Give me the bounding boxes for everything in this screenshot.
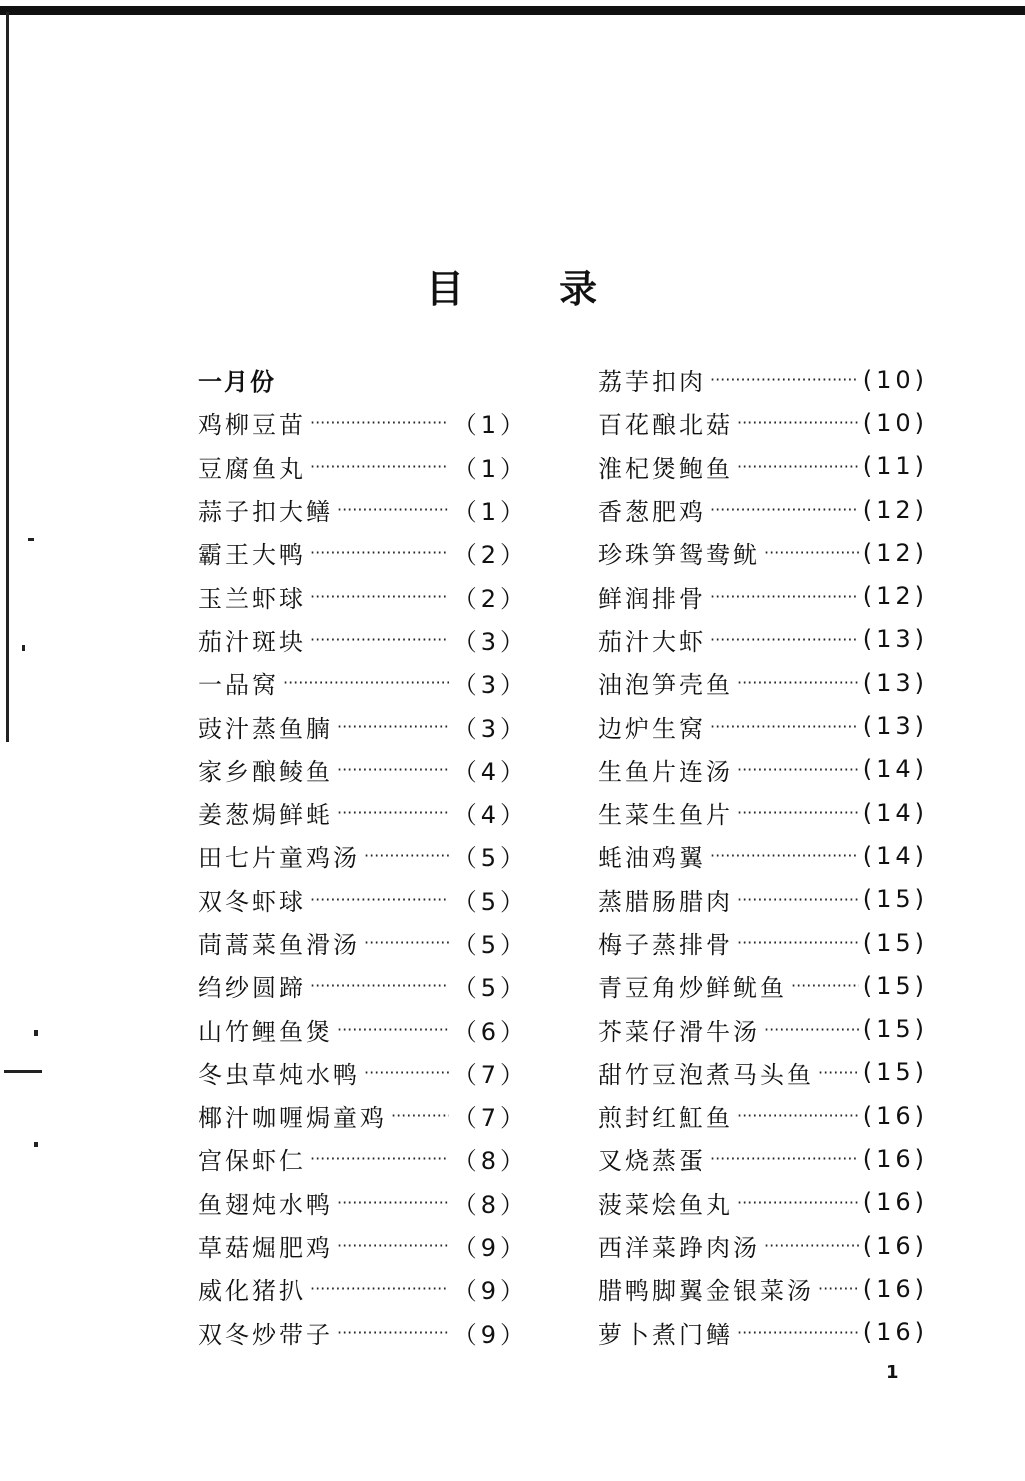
toc-entry-title: 家乡酿鲮鱼 — [198, 757, 333, 786]
dot-leader — [310, 413, 449, 432]
toc-entry — [598, 921, 928, 964]
dot-leader — [310, 1149, 449, 1168]
scan-speck — [28, 538, 34, 541]
toc-entry-title: 蚝油鸡翼 — [598, 844, 706, 873]
toc-entry — [198, 1094, 528, 1137]
toc-entry — [198, 1224, 528, 1267]
toc-entry-page: （1） — [452, 498, 528, 527]
toc-entry-page: （2） — [452, 584, 528, 613]
dot-leader — [737, 760, 859, 779]
toc-entry-page: （9） — [452, 1277, 528, 1306]
toc-entry-title: 一品窝 — [198, 671, 279, 700]
toc-entry — [198, 488, 528, 531]
dot-leader — [337, 1193, 449, 1212]
toc-entry-page: (13) — [862, 668, 928, 697]
toc-entry — [598, 1181, 928, 1224]
toc-entry — [598, 1051, 928, 1094]
toc-entry — [598, 358, 928, 401]
toc-entry-title: 鱼翅炖水鸭 — [198, 1190, 333, 1219]
page-title — [0, 258, 1025, 313]
toc-entry-title: 淮杞煲鲍鱼 — [598, 454, 733, 483]
toc-entry — [598, 661, 928, 704]
toc-entry-title: 双冬虾球 — [198, 887, 306, 916]
toc-entry-title: 山竹鲤鱼煲 — [198, 1017, 333, 1046]
toc-entry-title: 珍珠笋鸳鸯鱿 — [598, 541, 760, 570]
toc-entry — [198, 445, 528, 488]
toc-entry-page: （5） — [452, 887, 528, 916]
toc-entry-page: （8） — [452, 1147, 528, 1176]
toc-entry-title: 荔芋扣肉 — [598, 368, 706, 397]
left-border-rule — [6, 12, 9, 742]
toc-entry-page: (10) — [862, 365, 928, 394]
dot-leader — [364, 933, 449, 952]
dot-leader — [364, 1063, 449, 1082]
dot-leader — [310, 976, 449, 995]
toc-entry-title: 鲜润排骨 — [598, 584, 706, 613]
dot-leader — [737, 1106, 859, 1125]
dot-leader — [310, 1279, 449, 1298]
toc-entry-title: 鸡柳豆苗 — [198, 411, 306, 440]
toc-entry — [198, 401, 528, 444]
toc-entry — [198, 791, 528, 834]
toc-entry-page: (10) — [862, 408, 928, 437]
toc-entry-title: 蒜子扣大鳝 — [198, 498, 333, 527]
dot-leader — [710, 587, 859, 606]
toc-entry-title: 西洋菜踭肉汤 — [598, 1234, 760, 1263]
scan-speck — [34, 1142, 38, 1147]
toc-entry-page: （9） — [452, 1234, 528, 1263]
toc-entry — [198, 1181, 528, 1224]
toc-entry-title: 茄汁大虾 — [598, 627, 706, 656]
toc-entry-title: 蒸腊肠腊肉 — [598, 887, 733, 916]
toc-entry — [198, 1311, 528, 1354]
toc-entry-page: （5） — [452, 974, 528, 1003]
toc-entry-title: 田七片童鸡汤 — [198, 844, 360, 873]
toc-entry — [598, 878, 928, 921]
toc-entry — [198, 964, 528, 1007]
toc-entry-title: 叉烧蒸蛋 — [598, 1147, 706, 1176]
toc-entry-page: (12) — [862, 495, 928, 524]
toc-entry-title: 豉汁蒸鱼腩 — [198, 714, 333, 743]
dot-leader — [737, 457, 859, 476]
toc-entry-page: (14) — [862, 841, 928, 870]
toc-entry-page: (16) — [862, 1188, 928, 1217]
toc-entry — [598, 748, 928, 791]
toc-entry-title: 威化猪扒 — [198, 1277, 306, 1306]
toc-entry-page: （7） — [452, 1104, 528, 1133]
toc-entry-title: 油泡笋壳鱼 — [598, 671, 733, 700]
dot-leader — [818, 1279, 859, 1298]
dot-leader — [337, 760, 449, 779]
toc-entry-page: (14) — [862, 755, 928, 784]
toc-entry-page: （7） — [452, 1060, 528, 1089]
toc-entry-page: (15) — [862, 928, 928, 957]
toc-entry-title: 茄汁斑块 — [198, 627, 306, 656]
toc-entry-title: 生鱼片连汤 — [598, 757, 733, 786]
scan-speck — [34, 1030, 38, 1036]
dot-leader — [310, 630, 449, 649]
toc-entry-title: 梅子蒸排骨 — [598, 931, 733, 959]
toc-entry-page: (16) — [862, 1274, 928, 1303]
toc-entry — [198, 531, 528, 574]
dot-leader — [337, 1236, 449, 1255]
dot-leader — [337, 500, 449, 519]
toc-entry — [198, 704, 528, 747]
toc-entry-page: （9） — [452, 1320, 528, 1349]
dot-leader — [737, 803, 859, 822]
toc-entry-title: 腊鸭脚翼金银菜汤 — [598, 1277, 814, 1306]
dot-leader — [737, 890, 859, 909]
dot-leader — [791, 976, 859, 995]
page-number: 1 — [886, 1362, 899, 1383]
toc-entry-page: (16) — [862, 1231, 928, 1260]
toc-entry — [598, 791, 928, 834]
toc-entry — [598, 964, 928, 1007]
toc-entry — [598, 445, 928, 488]
toc-entry-page: （8） — [452, 1190, 528, 1219]
dot-leader — [337, 803, 449, 822]
dot-leader — [818, 1063, 859, 1082]
dot-leader — [764, 1236, 859, 1255]
toc-entry-page: (13) — [862, 625, 928, 654]
toc-entry — [598, 1311, 928, 1354]
toc-entry-title: 玉兰虾球 — [198, 584, 306, 613]
toc-entry-title: 菠菜烩鱼丸 — [598, 1190, 733, 1219]
toc-entry-page: (12) — [862, 538, 928, 567]
toc-entry-page: (15) — [862, 1058, 928, 1087]
toc-entry-title: 双冬炒带子 — [198, 1320, 333, 1349]
toc-entry-title: 百花酿北菇 — [598, 411, 733, 440]
dot-leader — [737, 413, 859, 432]
dot-leader — [710, 500, 859, 519]
toc-entry-page: （2） — [452, 541, 528, 570]
toc-entry — [198, 1007, 528, 1050]
dot-leader — [310, 890, 449, 909]
section-header: 一月份 — [198, 368, 276, 397]
toc-entry-page: （6） — [452, 1017, 528, 1046]
toc-entry-title: 椰汁咖喱焗童鸡 — [198, 1104, 387, 1133]
toc-entry-page: （5） — [452, 931, 528, 959]
toc-entry — [198, 834, 528, 877]
toc-entry-title: 冬虫草炖水鸭 — [198, 1060, 360, 1089]
toc-entry — [598, 1094, 928, 1137]
dot-leader — [337, 717, 449, 736]
dot-leader — [737, 1323, 859, 1342]
toc-entry — [598, 531, 928, 574]
title-char-2: 录 — [559, 267, 600, 311]
toc-entry — [598, 574, 928, 617]
toc-entry-page: （4） — [452, 757, 528, 786]
toc-entry-page: (12) — [862, 582, 928, 611]
toc-left-column — [198, 358, 528, 1354]
toc-entry — [198, 618, 528, 661]
toc-right-column — [598, 358, 928, 1354]
toc-entry-title: 生菜生鱼片 — [598, 801, 733, 830]
toc-entry-page: （3） — [452, 671, 528, 700]
toc-entry — [598, 618, 928, 661]
toc-entry — [598, 1007, 928, 1050]
toc-entry-page: (15) — [862, 971, 928, 1000]
toc-entry-title: 豆腐鱼丸 — [198, 454, 306, 483]
toc-entry-page: (11) — [862, 452, 928, 481]
toc-entry-title: 萝卜煮门鳝 — [598, 1320, 733, 1349]
toc-entry — [198, 878, 528, 921]
dot-leader — [710, 370, 859, 389]
toc-entry-page: (16) — [862, 1101, 928, 1130]
toc-entry — [598, 1267, 928, 1310]
toc-entry — [198, 1137, 528, 1180]
dot-leader — [737, 673, 859, 692]
dot-leader — [310, 543, 449, 562]
dot-leader — [391, 1106, 449, 1125]
toc-entry-page: （1） — [452, 454, 528, 483]
top-border-rule — [0, 6, 1025, 15]
dot-leader — [337, 1323, 449, 1342]
toc-entry-page: （4） — [452, 801, 528, 830]
toc-entry-page: (15) — [862, 1015, 928, 1044]
toc-entry-title: 甜竹豆泡煮马头鱼 — [598, 1060, 814, 1089]
toc-entry — [598, 1224, 928, 1267]
toc-entry-title: 宫保虾仁 — [198, 1147, 306, 1176]
toc-entry-title: 边炉生窝 — [598, 714, 706, 743]
dot-leader — [710, 630, 859, 649]
toc-entry — [598, 401, 928, 444]
toc-entry — [598, 1137, 928, 1180]
dot-leader — [737, 933, 859, 952]
toc-entry — [198, 574, 528, 617]
toc-entry-title: 芥菜仔滑牛汤 — [598, 1017, 760, 1046]
toc-entry-page: （5） — [452, 844, 528, 873]
dot-leader — [310, 457, 449, 476]
toc-entry — [198, 748, 528, 791]
toc-entry-page: (13) — [862, 712, 928, 741]
toc-entry-page: (14) — [862, 798, 928, 827]
dot-leader — [764, 543, 859, 562]
toc-entry — [198, 1267, 528, 1310]
dot-leader — [364, 846, 449, 865]
toc-entry-title: 煎封红魟鱼 — [598, 1104, 733, 1133]
title-char-1: 目 — [425, 267, 466, 311]
toc-entry-page: （1） — [452, 411, 528, 440]
toc-entry — [198, 921, 528, 964]
toc-entry-title: 香葱肥鸡 — [598, 498, 706, 527]
dot-leader — [764, 1020, 859, 1039]
toc-entry — [598, 488, 928, 531]
toc-entry-title: 草菇煀肥鸡 — [198, 1234, 333, 1263]
scan-speck — [4, 1070, 42, 1073]
toc-entry-page: (16) — [862, 1144, 928, 1173]
toc-entry — [198, 1051, 528, 1094]
toc-entry-page: （3） — [452, 714, 528, 743]
dot-leader — [710, 717, 859, 736]
toc-entry-page: (16) — [862, 1318, 928, 1347]
scan-speck — [22, 645, 25, 651]
toc-entry-title: 茼蒿菜鱼滑汤 — [198, 931, 360, 959]
toc-entry-title: 姜葱焗鲜蚝 — [198, 801, 333, 830]
toc-entry — [598, 704, 928, 747]
toc-entry-title: 绉纱圆蹄 — [198, 974, 306, 1003]
dot-leader — [283, 673, 449, 692]
dot-leader — [710, 1149, 859, 1168]
toc-entry-title: 霸王大鸭 — [198, 541, 306, 570]
dot-leader — [737, 1193, 859, 1212]
dot-leader — [337, 1020, 449, 1039]
toc-entry — [598, 834, 928, 877]
toc-entry-page: （3） — [452, 627, 528, 656]
toc-entry-page: (15) — [862, 885, 928, 914]
dot-leader — [710, 846, 859, 865]
toc-entry — [198, 661, 528, 704]
dot-leader — [310, 587, 449, 606]
toc-entry-title: 青豆角炒鲜鱿鱼 — [598, 974, 787, 1003]
